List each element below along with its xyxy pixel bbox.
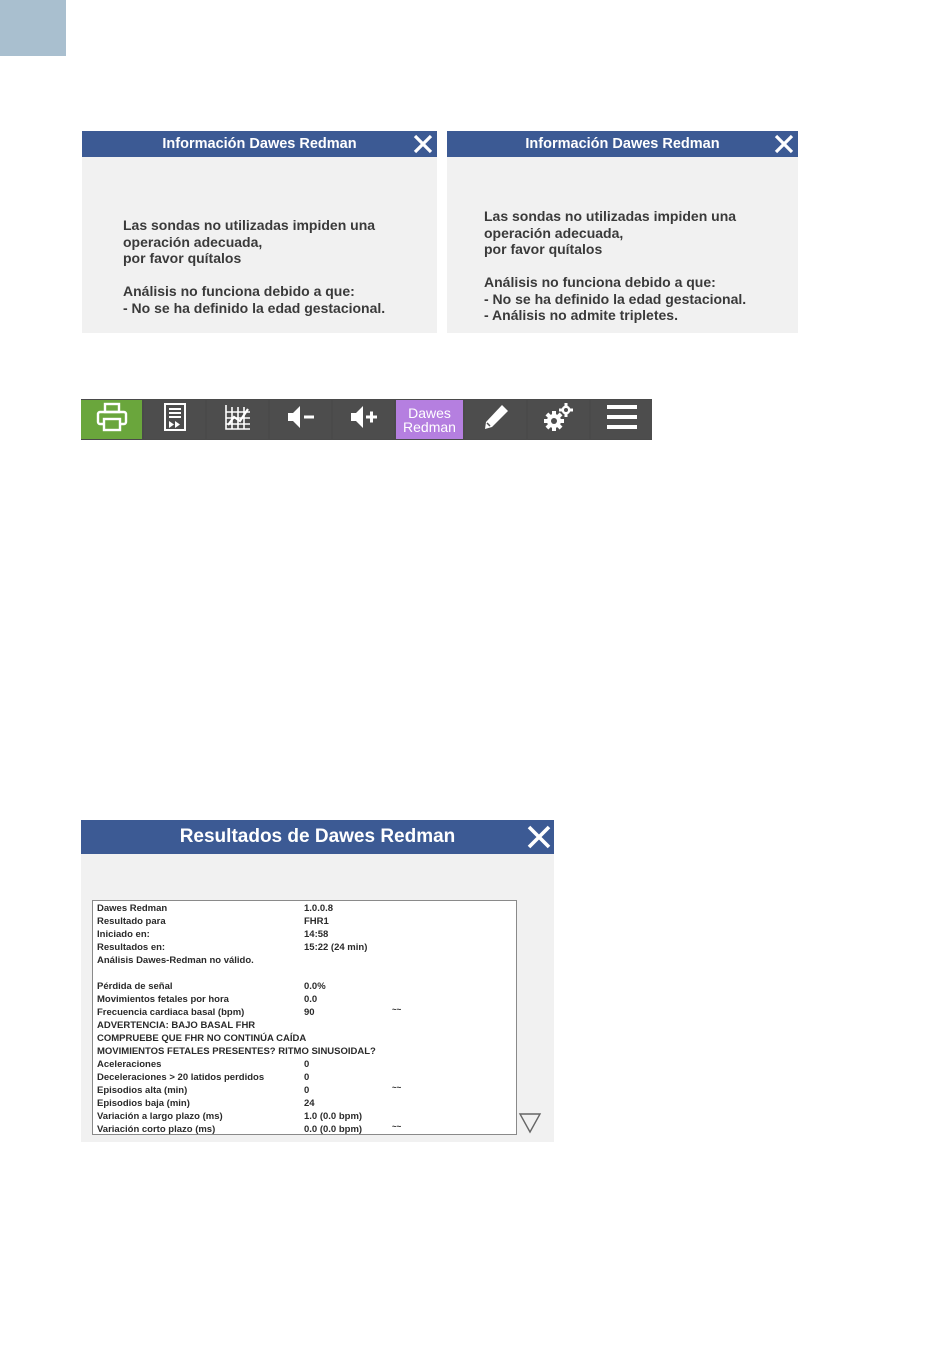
result-label: Deceleraciones > 20 latidos perdidos: [97, 1072, 265, 1083]
result-row: [97, 1045, 512, 1058]
dialog-title: Información Dawes Redman: [525, 136, 720, 152]
result-row: [97, 1006, 512, 1019]
info-dialog-right: [447, 131, 798, 333]
result-row: [97, 1123, 512, 1135]
main-toolbar: [81, 399, 652, 440]
message-line: - No se ha definido la edad gestacional.: [484, 290, 747, 307]
dialog-header: [447, 131, 798, 157]
volume-down-icon: [286, 404, 316, 435]
result-value: 0: [304, 1072, 310, 1083]
results-dialog: [81, 820, 554, 1142]
result-value: 90: [304, 1007, 315, 1018]
result-row: [97, 915, 512, 928]
result-value: 1.0 (0.0 bpm): [304, 1111, 363, 1122]
message-line: Las sondas no utilizadas impiden una: [484, 208, 737, 224]
close-icon[interactable]: [411, 132, 435, 156]
dialog-header: [82, 131, 437, 157]
result-label: COMPRUEBE QUE FHR NO CONTINÚA CAÍDA: [97, 1033, 307, 1044]
result-row: [97, 993, 512, 1006]
result-value: FHR1: [304, 916, 329, 927]
volume-down-button[interactable]: [270, 400, 331, 439]
result-label: ADVERTENCIA: BAJO BASAL FHR: [97, 1020, 256, 1031]
result-row: [97, 1019, 512, 1032]
result-value: 0.0%: [304, 981, 326, 992]
volume-up-icon: [349, 404, 379, 435]
result-row: [97, 1084, 512, 1097]
report-button[interactable]: [144, 400, 205, 439]
settings-button[interactable]: [528, 400, 589, 439]
result-row: [97, 902, 512, 915]
result-row: [97, 1097, 512, 1110]
grid-chart-icon: [224, 403, 252, 436]
result-label: Variación corto plazo (ms): [97, 1124, 216, 1135]
result-value: 0.0 (0.0 bpm): [304, 1124, 363, 1135]
result-label: Episodios alta (min): [97, 1085, 188, 1096]
gears-icon: [543, 402, 575, 437]
result-row: [97, 954, 512, 967]
result-row: [97, 1110, 512, 1123]
result-label: Resultados en:: [97, 942, 166, 953]
message-line: por favor quítalos: [123, 250, 242, 266]
result-row: [97, 980, 512, 993]
dialog-title: Información Dawes Redman: [162, 136, 357, 152]
result-row: [97, 1071, 512, 1084]
page-corner-tab: [0, 0, 66, 56]
result-value: 0.0: [304, 994, 318, 1005]
message-gap: [484, 258, 746, 275]
fast-forward-report-icon: [163, 402, 187, 437]
result-value: 0: [304, 1059, 310, 1070]
result-value: 14:58: [304, 929, 329, 940]
result-label: MOVIMIENTOS FETALES PRESENTES? RITMO SINUSOIDAL?: [97, 1046, 376, 1057]
menu-button[interactable]: [591, 400, 652, 439]
result-row: [97, 967, 512, 980]
dawes-label-line1: Dawes: [408, 404, 451, 421]
pencil-icon: [482, 403, 510, 436]
result-label: Aceleraciones: [97, 1059, 162, 1070]
result-label: Variación a largo plazo (ms): [97, 1111, 223, 1122]
result-label: Frecuencia cardiaca basal (bpm): [97, 1007, 245, 1018]
scroll-down-icon[interactable]: [518, 1112, 542, 1134]
result-label: Dawes Redman: [97, 903, 168, 914]
menu-icon: [607, 404, 637, 435]
result-label: Pérdida de señal: [97, 981, 173, 992]
result-mark: ~~: [392, 1083, 402, 1092]
annotate-button[interactable]: [465, 400, 526, 439]
result-label: Movimientos fetales por hora: [97, 994, 229, 1005]
print-button[interactable]: [81, 400, 142, 439]
result-mark: ~~: [392, 1122, 402, 1131]
result-label: Análisis Dawes-Redman no válido.: [97, 955, 254, 966]
dawes-redman-button[interactable]: [396, 400, 463, 439]
close-icon[interactable]: [772, 132, 796, 156]
message-line: Las sondas no utilizadas impiden una: [123, 217, 376, 233]
message-gap: [123, 267, 385, 284]
result-value: 1.0.0.8: [304, 903, 334, 914]
dialog-message: [484, 208, 746, 324]
result-value: 15:22 (24 min): [304, 942, 368, 953]
results-title: Resultados de Dawes Redman: [179, 826, 456, 847]
message-line: operación adecuada,: [484, 224, 624, 241]
message-line: - No se ha definido la edad gestacional.: [123, 299, 386, 316]
message-line: operación adecuada,: [123, 233, 263, 250]
results-list: [92, 900, 517, 1135]
info-dialog-left: [82, 131, 437, 333]
printer-icon: [96, 402, 128, 437]
volume-up-button[interactable]: [333, 400, 394, 439]
result-row: [97, 1032, 512, 1045]
dawes-label-line2: Redman: [403, 418, 456, 435]
result-value: 24: [304, 1098, 315, 1109]
result-label: Episodios baja (min): [97, 1098, 190, 1109]
result-row: [97, 1058, 512, 1071]
message-line: - Análisis no admite tripletes.: [484, 307, 678, 323]
result-mark: ~~: [392, 1005, 402, 1014]
result-label: Iniciado en:: [97, 929, 150, 940]
result-row: [97, 928, 512, 941]
message-line: por favor quítalos: [484, 241, 603, 257]
message-line: Análisis no funciona debido a que:: [123, 283, 355, 299]
close-icon[interactable]: [526, 824, 552, 850]
trace-grid-button[interactable]: [207, 400, 268, 439]
results-header: [81, 820, 554, 854]
message-line: Análisis no funciona debido a que:: [484, 274, 716, 290]
result-label: Resultado para: [97, 916, 166, 927]
result-row: [97, 941, 512, 954]
result-value: 0: [304, 1085, 310, 1096]
dialog-message: [123, 217, 385, 316]
